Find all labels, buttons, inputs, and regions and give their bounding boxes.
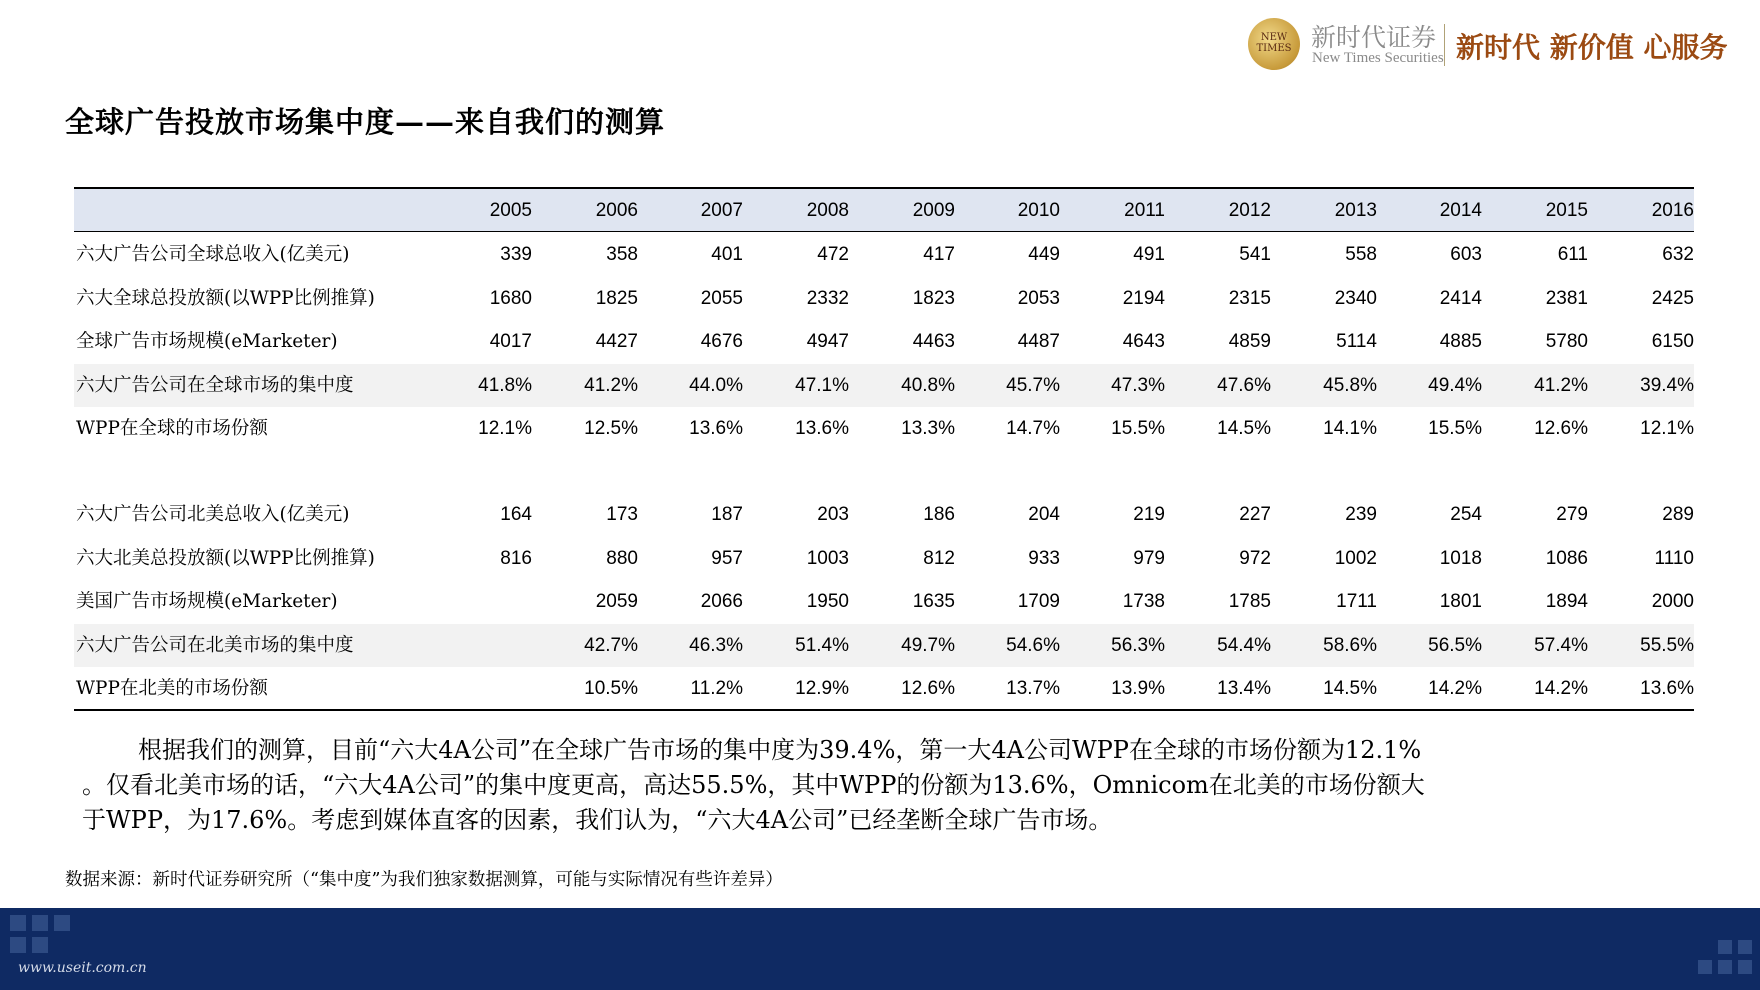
table-cell: 2055 [700,287,743,309]
table-cell: 4947 [806,331,849,352]
table-cell: 1086 [1545,547,1588,569]
footer-decor-square [54,915,70,931]
table-cell: 4885 [1439,331,1482,352]
row-label: WPP在全球的市场份额 [76,418,268,439]
table-cell: 39.4% [1640,374,1694,396]
table-cell: 1894 [1545,591,1588,612]
table-cell: 13.6% [689,418,743,439]
table-cell [427,580,532,623]
table-row [74,624,1694,667]
table-cell: 45.8% [1323,374,1377,396]
table-cell: 1110 [1654,547,1694,569]
row-label: 六大广告公司在全球市场的集中度 [76,374,354,396]
table-cell: 41.8% [478,374,532,396]
table-cell: 1711 [1336,591,1377,612]
paragraph-line-1: 根据我们的测算，目前“六大4A公司”在全球广告市场的集中度为39.4%，第一大4A公司WPP在全球的市场份额为12.1% [138,736,1422,764]
table-cell: 13.6% [1640,678,1694,699]
row-label: 六大广告公司北美总收入(亿美元) [76,504,350,525]
table-cell: 57.4% [1534,634,1588,656]
table-cell: 41.2% [584,374,638,396]
row-label: 六大广告公司在北美市场的集中度 [76,634,354,656]
year-header: 2014 [1439,200,1482,221]
table-cell: 880 [606,547,638,569]
table-cell: 42.7% [584,634,638,656]
company-logo [1248,18,1748,70]
table-cell: 44.0% [689,374,743,396]
table-cell: 186 [923,504,955,525]
table-cell: 12.6% [901,678,955,699]
table-cell: 10.5% [584,678,638,699]
year-header: 2011 [1124,200,1165,221]
table-cell: 972 [1239,547,1271,569]
table-cell: 12.6% [1534,418,1588,439]
table-cell: 15.5% [1111,418,1165,439]
table-cell: 254 [1450,504,1482,525]
table-cell: 289 [1662,504,1694,525]
table-cell: 4676 [700,331,743,352]
table-cell: 1709 [1017,591,1060,612]
row-label: 六大广告公司全球总收入(亿美元) [76,244,350,265]
table-cell: 279 [1556,504,1588,525]
table-cell [427,667,532,710]
data-source-note: 数据来源：新时代证券研究所（“集中度”为我们独家数据测算，可能与实际情况有些许差异） [65,870,783,890]
table-cell: 2381 [1545,287,1588,309]
table-cell: 816 [500,547,532,569]
table-cell [427,624,532,667]
table-cell: 2414 [1439,287,1482,309]
table-cell: 164 [500,504,532,525]
table-cell: 14.5% [1217,418,1271,439]
year-header: 2015 [1545,200,1588,221]
table-cell: 933 [1028,547,1060,569]
table-cell: 1738 [1122,591,1165,612]
table-row [74,320,1694,363]
table-cell: 2066 [700,591,743,612]
table-row [74,493,1694,536]
table-cell: 558 [1345,244,1377,265]
table-row [74,364,1694,407]
table-cell: 13.9% [1111,678,1165,699]
table-cell: 54.6% [1006,634,1060,656]
table-row [74,667,1694,710]
footer-decor-square [32,915,48,931]
table-cell: 4427 [595,331,638,352]
logo-emblem [1248,18,1300,70]
year-header: 2010 [1017,200,1060,221]
table-cell: 14.2% [1428,678,1482,699]
footer-decor-square [1718,940,1732,954]
table-cell: 2340 [1334,287,1377,309]
logo-divider [1444,24,1445,66]
table-cell: 13.3% [901,418,955,439]
paragraph-line-3: 于WPP，为17.6%。考虑到媒体直客的因素，我们认为，“六大4A公司”已经垄断全球广告市场。 [82,806,1113,834]
table-cell: 14.2% [1534,678,1588,699]
logo-english-name: New Times Securities [1312,50,1444,66]
row-label: 美国广告市场规模(eMarketer) [76,591,338,612]
table-cell: 58.6% [1323,634,1377,656]
page-title: 全球广告投放市场集中度——来自我们的测算 [65,105,666,139]
table-cell: 1825 [595,287,638,309]
table-cell: 632 [1662,244,1694,265]
table-row [74,407,1694,450]
footer-decor-square [32,937,48,953]
analysis-paragraph [82,733,1682,838]
table-cell: 1823 [912,287,955,309]
table-cell: 219 [1133,504,1165,525]
table-cell: 54.4% [1217,634,1271,656]
table-cell: 4487 [1017,331,1060,352]
year-header: 2008 [806,200,849,221]
row-label: 六大北美总投放额(以WPP比例推算) [76,547,375,569]
table-cell: 1003 [806,547,849,569]
table-cell: 5780 [1545,331,1588,352]
footer-decor-square [1718,960,1732,974]
table-header-rule [74,231,1694,232]
table-cell: 603 [1450,244,1482,265]
table-cell: 2332 [806,287,849,309]
row-label: 六大全球总投放额(以WPP比例推算) [76,287,375,309]
footer-decor-square [1698,960,1712,974]
table-cell: 4017 [489,331,532,352]
table-cell: 2194 [1122,287,1165,309]
table-cell: 812 [923,547,955,569]
table-cell: 11.2% [690,678,743,699]
table-cell: 49.7% [901,634,955,656]
table-cell: 4859 [1228,331,1271,352]
table-cell: 4463 [912,331,955,352]
footer-decor-square [10,915,26,931]
table-cell: 204 [1028,504,1060,525]
year-header: 2007 [700,200,743,221]
table-cell: 957 [711,547,743,569]
table-cell: 13.7% [1006,678,1060,699]
table-cell: 47.1% [795,374,849,396]
table-cell: 1002 [1334,547,1377,569]
table-cell: 55.5% [1640,634,1694,656]
year-header: 2006 [595,200,638,221]
year-header: 2016 [1651,200,1694,221]
table-cell: 12.5% [584,418,638,439]
table-cell: 13.6% [795,418,849,439]
table-cell: 46.3% [689,634,743,656]
table-cell: 1635 [912,591,955,612]
table-cell: 51.4% [795,634,849,656]
year-header: 2012 [1228,200,1271,221]
table-cell: 1950 [806,591,849,612]
table-cell: 541 [1239,244,1271,265]
table-row [74,537,1694,580]
row-label: 全球广告市场规模(eMarketer) [76,331,338,352]
table-cell: 417 [923,244,955,265]
table-cell: 401 [711,244,743,265]
table-cell: 491 [1133,244,1165,265]
table-cell: 15.5% [1428,418,1482,439]
table-cell: 56.3% [1111,634,1165,656]
footer-decor-square [1738,960,1752,974]
table-cell: 56.5% [1428,634,1482,656]
table-cell: 611 [1557,244,1588,265]
table-cell: 40.8% [901,374,955,396]
table-cell: 203 [817,504,849,525]
table-cell: 2315 [1228,287,1271,309]
logo-chinese-name: 新时代证券 [1311,23,1437,52]
table-cell: 2059 [595,591,638,612]
table-cell: 14.1% [1323,418,1377,439]
table-cell: 6150 [1651,331,1694,352]
table-cell: 4643 [1122,331,1165,352]
table-row [74,277,1694,320]
table-cell: 1785 [1228,591,1271,612]
paragraph-line-2: 。仅看北美市场的话，“六大4A公司”的集中度更高，高达55.5%，其中WPP的份额为13.6%，Omnicom在北美的市场份额大 [82,771,1425,799]
table-cell: 1018 [1439,547,1482,569]
row-label: WPP在北美的市场份额 [76,678,268,699]
footer-band [0,908,1760,990]
table-cell: 47.6% [1217,374,1271,396]
slogan: 新时代 新价值 心服务 [1456,31,1728,64]
table-top-rule [74,187,1694,189]
table-cell: 227 [1239,504,1271,525]
footer-decor-square [1738,940,1752,954]
table-cell: 1680 [489,287,532,309]
table-row [74,233,1694,276]
table-cell: 41.2% [1534,374,1588,396]
table-bottom-rule [74,709,1694,711]
footer-url: www.useit.com.cn [18,960,147,976]
year-header: 2005 [489,200,532,221]
table-cell: 12.1% [1640,418,1694,439]
table-cell: 12.1% [478,418,532,439]
table-cell: 173 [606,504,638,525]
year-header: 2009 [912,200,955,221]
table-cell: 14.7% [1006,418,1060,439]
table-cell: 49.4% [1428,374,1482,396]
table-cell: 239 [1345,504,1377,525]
table-cell: 472 [817,244,849,265]
table-cell: 5114 [1336,331,1377,352]
year-header: 2013 [1334,200,1377,221]
table-row [74,580,1694,623]
table-header-row [74,189,1694,232]
table-cell: 14.5% [1323,678,1377,699]
footer-decor-square [10,937,26,953]
table-cell: 13.4% [1217,678,1271,699]
table-cell: 449 [1028,244,1060,265]
logo-emblem-text: NEW TIMES [1256,32,1292,54]
table-cell: 45.7% [1006,374,1060,396]
table-cell: 187 [711,504,743,525]
table-cell: 2053 [1017,287,1060,309]
table-cell: 47.3% [1111,374,1165,396]
table-cell: 339 [500,244,532,265]
table-cell: 2000 [1651,591,1694,612]
table-cell: 2425 [1651,287,1694,309]
table-cell: 12.9% [795,678,849,699]
table-cell: 979 [1133,547,1165,569]
table-cell: 358 [606,244,638,265]
table-cell: 1801 [1439,591,1482,612]
